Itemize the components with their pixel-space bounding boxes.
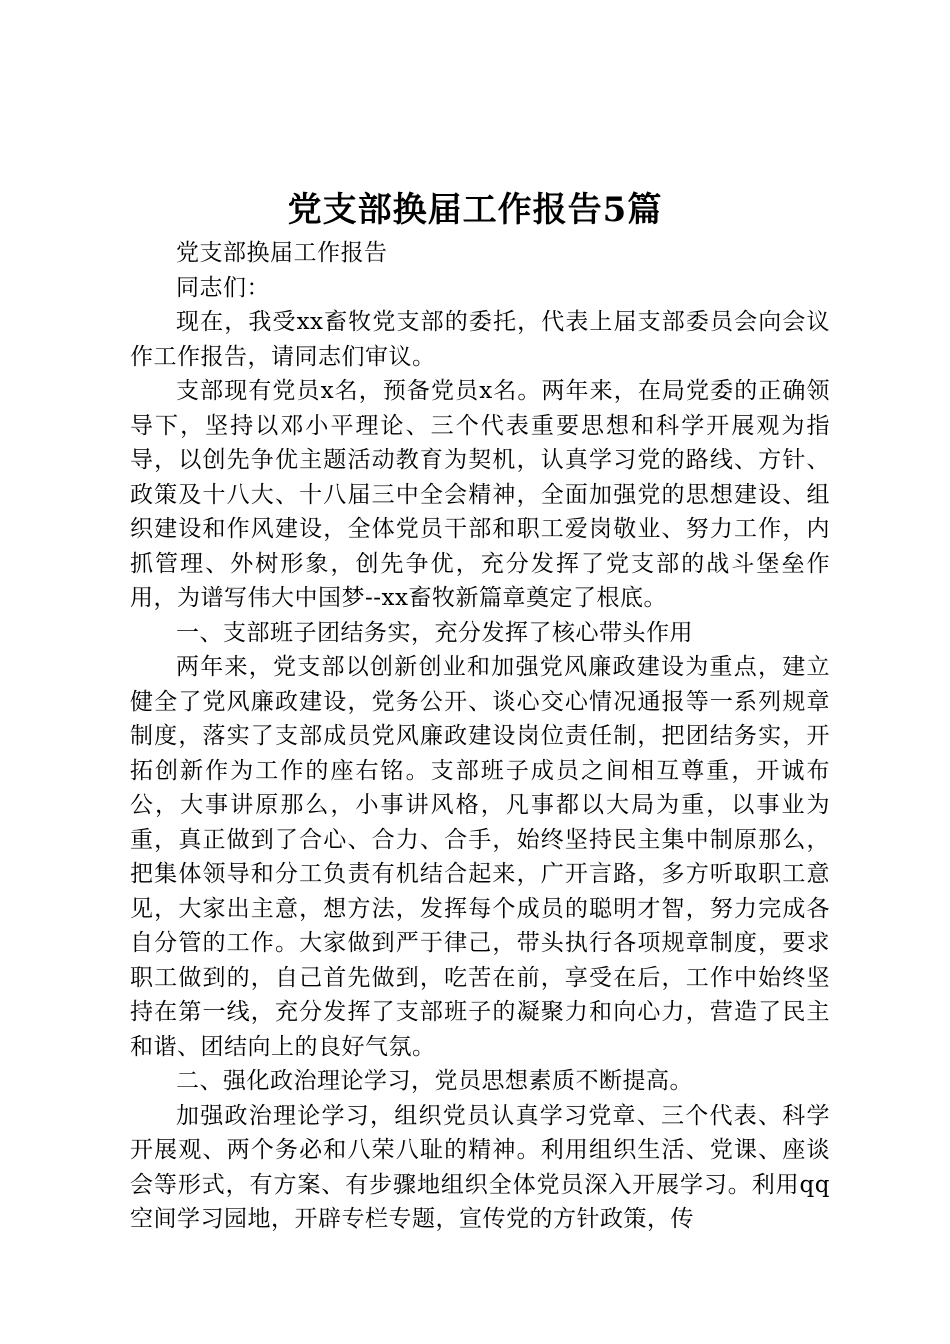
body-paragraph: 加强政治理论学习，组织党员认真学习党章、三个代表、科学开展观、两个务必和八荣八耻的精神。利用组织生活、党课、座谈会等形式，有方案、有步骤地组织全体党员深入开展学习。利用qq空间学习园地，开辟专栏专题，宣传党的方针政策，传	[130, 1102, 830, 1232]
salutation-paragraph: 同志们：	[176, 274, 270, 301]
document-title: 党支部换届工作报告5篇	[287, 190, 663, 230]
section-heading: 一、支部班子团结务实，充分发挥了核心带头作用	[176, 619, 693, 646]
subtitle-paragraph: 党支部换届工作报告	[176, 240, 388, 266]
body-paragraph: 现在，我受xx畜牧党支部的委托，代表上届支部委员会向会议作工作报告，请同志们审议。	[130, 309, 830, 370]
body-paragraph: 支部现有党员x名，预备党员x名。两年来，在局党委的正确领导下，坚持以邓小平理论、三个代表重要思想和科学开展观为指导，以创先争优主题活动教育为契机，认真学习党的路线、方针、政策及十八大、十八届三中全会精神，全面加强党的思想建设、组织建设和作风建设，全体党员干部和职工爱岗敬业、努力工作，内抓管理、外树形象，创先争优，充分发挥了党支部的战斗堡垒作用，为谱写伟大中国梦--xx畜牧新篇章奠定了根底。	[130, 378, 830, 611]
body-paragraph: 两年来，党支部以创新创业和加强党风廉政建设为重点，建立健全了党风廉政建设，党务公开、谈心交心情况通报等一系列规章制度，落实了支部成员党风廉政建设岗位责任制，把团结务实，开拓创新作为工作的座右铭。支部班子成员之间相互尊重，开诚布公，大事讲原那么，小事讲风格，凡事都以大局为重，以事业为重，真正做到了合心、合力、合手，始终坚持民主集中制原那么，把集体领导和分工负责有机结合起来，广开言路，多方听取职工意见，大家出主意，想方法，发挥每个成员的聪明才智，努力完成各自分管的工作。大家做到严于律己，带头执行各项规章制度，要求职工做到的，自己首先做到，吃苦在前，享受在后，工作中始终坚持在第一线，充分发挥了支部班子的凝聚力和向心力，营造了民主和谐、团结向上的良好气氛。	[130, 654, 830, 1060]
document-body	[130, 236, 830, 1237]
section-heading: 二、强化政治理论学习，党员思想素质不断提高。	[176, 1068, 693, 1094]
